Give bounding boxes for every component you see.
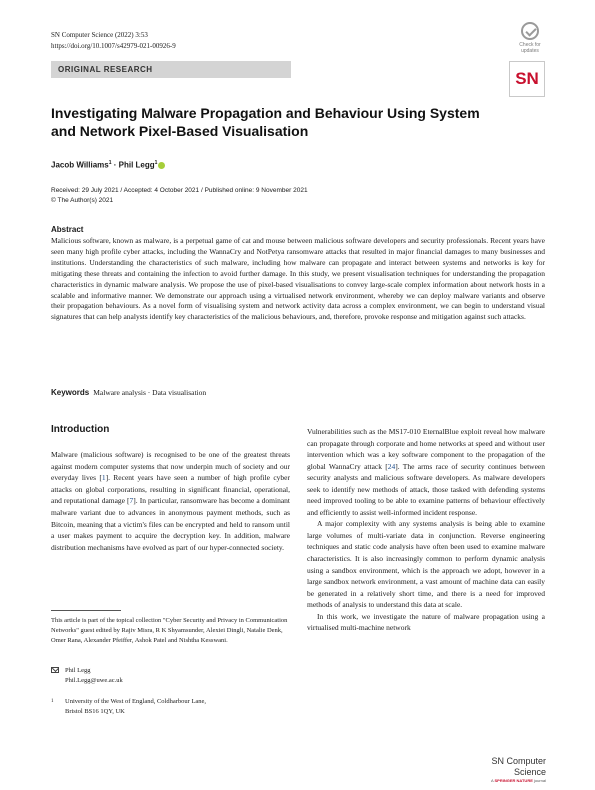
paragraph bbox=[307, 426, 545, 518]
left-column-text bbox=[51, 449, 290, 553]
text-run: A bbox=[490, 778, 495, 783]
copyright-line: © The Author(s) 2021 bbox=[51, 197, 114, 204]
keywords-list: Malware analysis · Data visualisation bbox=[93, 388, 207, 397]
contact-name: Phil Legg bbox=[65, 667, 91, 674]
footer-publisher bbox=[466, 778, 546, 784]
doi-link[interactable]: https://doi.org/10.1007/s42979-021-00926-9 bbox=[51, 42, 176, 50]
citation-link[interactable]: 24 bbox=[387, 461, 396, 471]
title-line-1: Investigating Malware Propagation and Behaviour Using System bbox=[51, 105, 480, 121]
affiliation-line-1: University of the West of England, Coldharbour Lane, bbox=[65, 698, 207, 705]
paragraph: In this work, we investigate the nature of malware propagation using a virtualised multi-machine network bbox=[307, 611, 545, 633]
corresponding-author bbox=[51, 666, 123, 686]
check-for-updates-badge[interactable] bbox=[513, 22, 547, 54]
title-line-2: and Network Pixel-Based Visualisation bbox=[51, 123, 309, 139]
author-name[interactable]: Jacob Williams bbox=[51, 160, 109, 170]
footnote-divider bbox=[51, 610, 121, 611]
footer-journal-name: SN Computer Science bbox=[491, 756, 546, 777]
citation-link[interactable]: 1 bbox=[101, 473, 106, 483]
affiliation-marker: 1 bbox=[108, 160, 112, 166]
publication-dates bbox=[51, 186, 308, 206]
text-run: ]. The arms race of security continues between security analysts and malicious software developers. As malware developers seek to identify new methods of attack, those tasked with defending systems need improved tooling to be able to examine patterns of behaviour effectively and efficiently to assist well-informed incident response. bbox=[307, 461, 545, 517]
check-updates-label-1: Check for bbox=[519, 42, 541, 48]
text-run: Malware (malicious software) is recognised to be one of the greatest threats against modern computer systems that now underpin much of society and our everyday lives [ bbox=[51, 450, 290, 483]
affiliation bbox=[51, 697, 206, 717]
keywords bbox=[51, 388, 206, 397]
check-updates-label-2: updates bbox=[521, 48, 539, 54]
affiliation-marker: 1 bbox=[154, 160, 158, 166]
paragraph: A major complexity with any systems analysis is being able to examine large volumes of multi-variate data in conjunction. Reverse engineering techniques and static code analysis have often been used to examine malware characteristics. It is also increasingly common to perform dynamic analysis using a sandbox environment, which is the approach we adopt, however in a large sandbox network environment, a vast amount of machine data can easily be generated in a relatively short time, and there is a need for improved methods of analysis to understand this data at scale. bbox=[307, 519, 545, 610]
sn-logo: SN bbox=[509, 61, 545, 97]
contact-email[interactable]: Phil.Legg@uwe.ac.uk bbox=[65, 677, 123, 684]
paragraph bbox=[51, 449, 290, 553]
affiliation-line-2: Bristol BS16 1QY, UK bbox=[65, 708, 125, 715]
affiliation-number: 1 bbox=[51, 699, 54, 704]
text-run: Vulnerabilities such as the MS17-010 EternalBlue exploit reveal how malware can propagate through corporate and home networks at speed and without user intervention which was a key software component to the propagation of the global WannaCry attack [ bbox=[307, 427, 545, 471]
author-separator: · bbox=[111, 160, 119, 170]
citation-link[interactable]: 7 bbox=[129, 496, 134, 506]
publisher-name: SPRINGER NATURE bbox=[494, 778, 533, 783]
paper-title bbox=[51, 104, 511, 140]
check-updates-icon bbox=[521, 22, 539, 40]
collection-footnote: This article is part of the topical collection "Cyber Security and Privacy in Communication Networks" guest edited by Rajiv Misra, R K Shyamsunder, Alexiei Dingli, Natalie Denk, Omer Rana, Alexander Pfeiffer, Ashok Patel and Nishtha Kesswani. bbox=[51, 617, 288, 644]
journal-footer bbox=[466, 756, 546, 784]
introduction-heading: Introduction bbox=[51, 424, 110, 435]
journal-reference: SN Computer Science (2022) 3:53 bbox=[51, 31, 148, 39]
mail-icon bbox=[51, 667, 59, 673]
orcid-icon[interactable] bbox=[158, 162, 165, 169]
abstract-heading: Abstract bbox=[51, 225, 84, 234]
right-column-text bbox=[307, 426, 545, 634]
abstract-text: Malicious software, known as malware, is a perpetual game of cat and mouse between malicious software developers and security professionals. Recent years have seen many high profile cyber attacks, including the WannaCry and NotPetya ransomware attacks that resulted in major financial damages to many businesses and institutions. Understanding the characteristics of such malware, including how malware can propagate and interact between systems and networks is key for mitigating these threats and containing the infection to avoid further damage. In this study, we present visualisation techniques for understanding the propagation characteristics in dynamic malware analysis. We propose the use of pixel-based visualisations to convey large-scale complex information about network hosts in a scalable and informative manner. We demonstrate our approach using a virtualised network environment, whereby we can deploy malware variants and observe their propagation behaviours. As a novel form of visualising system and network activity data across a complex environment, we can begin to understand visual signatures that can help analysts identify key characteristics of the malicious behaviours, and, therefore, provoke response and mitigation against such attacks. bbox=[51, 236, 545, 322]
keywords-label: Keywords bbox=[51, 388, 90, 397]
text-run: ]. In particular, ransomware has become a dominant malware variant due to advances in anonymous payment methods, such as Bitcoin, meaning that a victim's files can be encrypted and held to ransom until a user makes payment to acquire the decryption key. In addition, malware distribution mechanisms have evolved as part of our hyper-connected society. bbox=[51, 496, 291, 552]
dates-line: Received: 29 July 2021 / Accepted: 4 October 2021 / Published online: 9 November 2021 bbox=[51, 187, 308, 194]
text-run: ]. Recent years have seen a number of high profile cyber attacks on global corporations, resulting in significant financial, operational, and reputational damage [ bbox=[51, 473, 290, 506]
author-name[interactable]: Phil Legg bbox=[118, 160, 155, 170]
text-run: journal bbox=[532, 778, 546, 783]
author-list bbox=[51, 157, 165, 172]
section-banner: ORIGINAL RESEARCH bbox=[51, 61, 291, 78]
